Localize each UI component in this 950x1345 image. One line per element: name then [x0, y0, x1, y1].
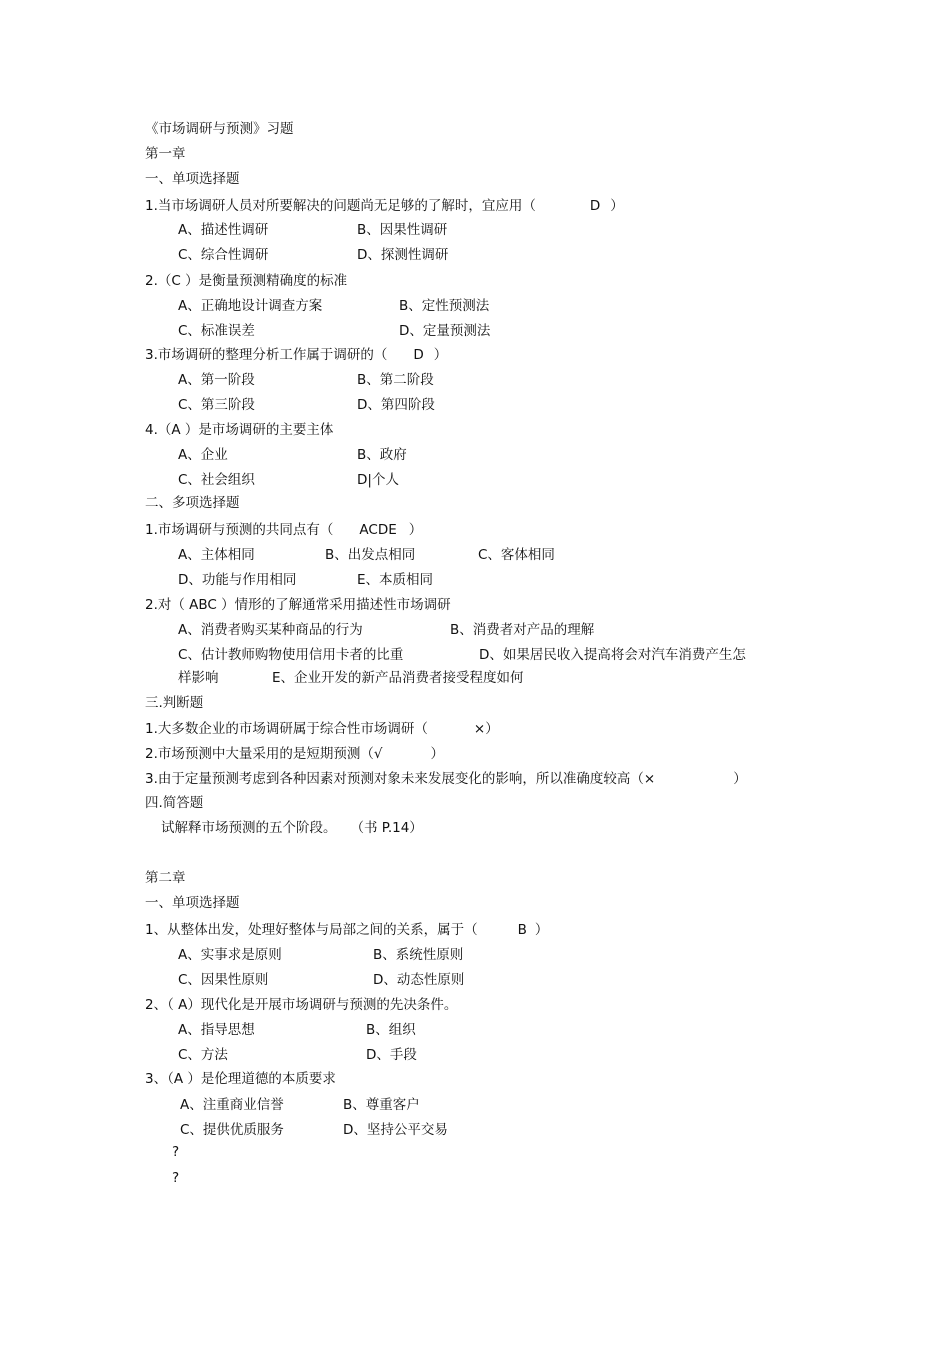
question-text: 2、（ A）现代化是开展市场调研与预测的先决条件。 — [145, 997, 458, 1013]
paren-close: ） — [610, 198, 624, 214]
option-b: B、尊重客户 — [343, 1097, 420, 1113]
answer: D — [413, 347, 424, 363]
question-text — [145, 745, 444, 763]
option-a: A、第一阶段 — [178, 372, 255, 388]
option-b: B、因果性调研 — [357, 222, 448, 238]
option-a: A、正确地设计调查方案 — [178, 298, 323, 314]
question-text — [145, 921, 548, 939]
option-b: B、政府 — [357, 447, 407, 463]
option-b: B、定性预测法 — [399, 298, 490, 314]
option-d: D、探测性调研 — [357, 247, 449, 263]
chapter-1-heading: 第一章 — [145, 146, 186, 162]
question-text: 3、（A ）是伦理道德的本质要求 — [145, 1071, 336, 1087]
option-c: C、第三阶段 — [178, 397, 255, 413]
option-b: B、系统性原则 — [373, 947, 464, 963]
option-b: B、消费者对产品的理解 — [450, 622, 595, 638]
section-single-choice: 一、单项选择题 — [145, 171, 240, 187]
question-stem: 2.市场预测中大量采用的是短期预测（√ — [145, 746, 383, 762]
paren-close: ） — [408, 522, 423, 538]
option-c: C、客体相同 — [478, 547, 555, 563]
question-text — [145, 197, 624, 215]
option-e: E、本质相同 — [357, 572, 434, 588]
document-title: 《市场调研与预测》习题 — [145, 121, 294, 137]
option-a: A、描述性调研 — [178, 222, 269, 238]
option-c: C、提供优质服务 — [180, 1122, 284, 1138]
section-true-false: 三.判断题 — [145, 695, 204, 711]
option-d: D、定量预测法 — [399, 323, 491, 339]
option-d: D、动态性原则 — [373, 972, 465, 988]
question-text — [161, 819, 423, 837]
question-mark: ? — [172, 1170, 180, 1186]
option-a: A、注重商业信誉 — [180, 1097, 284, 1113]
question-text — [145, 770, 747, 788]
answer: D — [589, 198, 601, 214]
question-stem: 试解释市场预测的五个阶段。 — [161, 820, 337, 836]
answer: ACDE — [359, 522, 397, 538]
paren-close: ） — [433, 347, 448, 363]
option-b: B、第二阶段 — [357, 372, 434, 388]
question-stem: 1.当市场调研人员对所要解决的问题尚无足够的了解时，宜应用（ — [145, 198, 536, 214]
option-c: C、社会组织 — [178, 472, 255, 488]
option-d-continued: 样影响 — [178, 670, 219, 686]
option-d: D、第四阶段 — [357, 397, 435, 413]
option-c: C、综合性调研 — [178, 247, 269, 263]
question-stem: 1、从整体出发，处理好整体与局部之间的关系，属于（ — [145, 922, 478, 938]
question-stem: 3.由于定量预测考虑到各种因素对预测对象未来发展变化的影响，所以准确度较高（× — [145, 771, 656, 787]
question-stem: 1.大多数企业的市场调研属于综合性市场调研（ — [145, 721, 428, 737]
question-text: 2.（C ）是衡量预测精确度的标准 — [145, 273, 348, 289]
option-b: B、组织 — [366, 1022, 416, 1038]
option-c: C、估计教师购物使用信用卡者的比重 — [178, 647, 404, 663]
question-text — [145, 720, 499, 738]
option-c: C、因果性原则 — [178, 972, 269, 988]
section-multiple-choice: 二、多项选择题 — [145, 495, 240, 511]
paren-close: ） — [534, 922, 549, 938]
option-d: D、坚持公平交易 — [343, 1122, 448, 1138]
option-d: D、如果居民收入提高将会对汽车消费产生怎 — [479, 647, 746, 663]
section-single-choice: 一、单项选择题 — [145, 895, 240, 911]
paren-close: ） — [430, 746, 444, 762]
option-e: E、企业开发的新产品消费者接受程度如何 — [272, 670, 524, 686]
option-a: A、主体相同 — [178, 547, 255, 563]
paren-close: ） — [733, 771, 747, 787]
option-c: C、标准误差 — [178, 323, 255, 339]
answer: B — [517, 922, 527, 938]
option-a: A、企业 — [178, 447, 228, 463]
question-text — [145, 346, 447, 364]
option-b: B、出发点相同 — [325, 547, 416, 563]
question-stem: 3.市场调研的整理分析工作属于调研的（ — [145, 347, 388, 363]
option-a: A、消费者购买某种商品的行为 — [178, 622, 363, 638]
chapter-2-heading: 第二章 — [145, 870, 186, 886]
option-c: C、方法 — [178, 1047, 228, 1063]
option-a: A、实事求是原则 — [178, 947, 282, 963]
question-stem: 1.市场调研与预测的共同点有（ — [145, 522, 334, 538]
book-reference: （书 P.14） — [350, 820, 423, 836]
option-d: D|个人 — [357, 472, 399, 488]
question-text: 2.对（ ABC ）情形的了解通常采用描述性市场调研 — [145, 597, 451, 613]
option-a: A、指导思想 — [178, 1022, 255, 1038]
section-short-answer: 四.简答题 — [145, 795, 204, 811]
question-mark: ? — [172, 1144, 180, 1160]
answer: ×） — [473, 721, 499, 737]
question-text — [145, 521, 422, 539]
option-d: D、功能与作用相同 — [178, 572, 297, 588]
question-text: 4.（A ）是市场调研的主要主体 — [145, 422, 334, 438]
option-d: D、手段 — [366, 1047, 417, 1063]
